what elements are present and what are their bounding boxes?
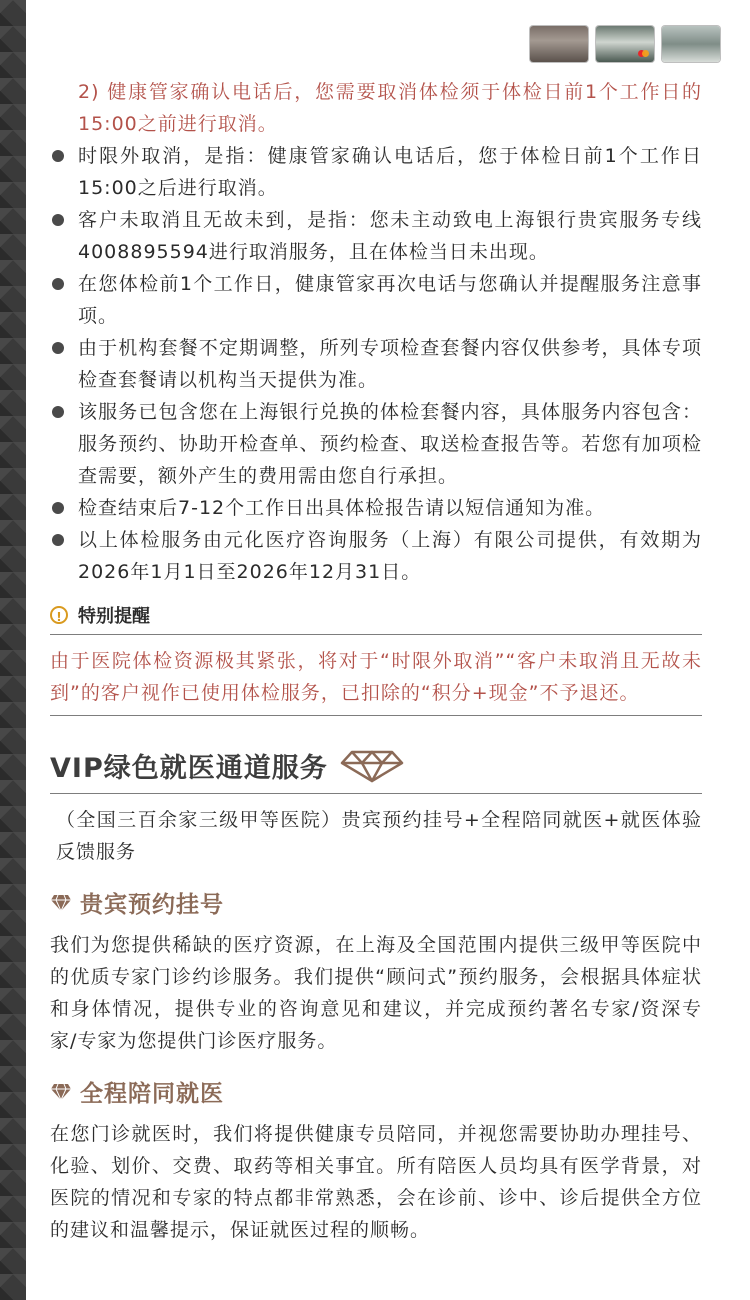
vip-subtitle: （全国三百余家三级甲等医院）贵宾预约挂号+全程陪同就医+就医体验反馈服务 bbox=[56, 809, 702, 863]
list-item: 由于机构套餐不定期调整，所列专项检查套餐内容仅供参考，具体专项检查套餐请以机构当天提供为准。 bbox=[50, 332, 702, 396]
bullet-icon bbox=[52, 502, 64, 514]
exclamation-icon: ! bbox=[50, 606, 68, 624]
section-heading-appointment: 贵宾预约挂号 bbox=[50, 886, 702, 919]
bullet-icon bbox=[52, 406, 64, 418]
gem-icon bbox=[50, 1083, 72, 1101]
list-item: 检查结束后7-12个工作日出具体检报告请以短信通知为准。 bbox=[50, 492, 702, 524]
card-images bbox=[530, 26, 720, 62]
bullet-icon bbox=[52, 150, 64, 162]
bullet-icon bbox=[52, 534, 64, 546]
bullet-icon bbox=[52, 342, 64, 354]
vip-section-title: VIP绿色就医通道服务 bbox=[50, 746, 702, 794]
main-content bbox=[50, 76, 702, 1246]
bank-card-image bbox=[596, 26, 654, 62]
bullet-icon bbox=[52, 214, 64, 226]
bullet-icon bbox=[52, 278, 64, 290]
bullet-list bbox=[50, 140, 702, 588]
cancel-rule-text: 2) 健康管家确认电话后，您需要取消体检须于体检日前1个工作日的15:00之前进行取消。 bbox=[78, 81, 702, 135]
bank-card-image bbox=[530, 26, 588, 62]
gem-icon bbox=[50, 894, 72, 912]
appointment-text: 我们为您提供稀缺的医疗资源，在上海及全国范围内提供三级甲等医院中的优质专家门诊约诊服务。我们提供“顾问式”预约服务，会根据具体症状和身体情况，提供专业的咨询意见和建议，并完成预约著名专家/资深专家/专家为您提供门诊医疗服务。 bbox=[50, 934, 702, 1052]
list-item: 该服务已包含您在上海银行兑换的体检套餐内容，具体服务内容包含：服务预约、协助开检查单、预约检查、取送检查报告等。若您有加项检查需要，额外产生的费用需由您自行承担。 bbox=[50, 396, 702, 492]
list-item: 客户未取消且无故未到，是指：您未主动致电上海银行贵宾服务专线4008895594进行取消服务，且在体检当日未出现。 bbox=[50, 204, 702, 268]
diamond-icon bbox=[340, 749, 404, 783]
decorative-side-strip bbox=[0, 0, 26, 1300]
mastercard-logo-icon bbox=[638, 50, 648, 57]
escort-text: 在您门诊就医时，我们将提供健康专员陪同，并视您需要协助办理挂号、化验、划价、交费、取药等相关事宜。所有陪医人员均具有医学背景，对医院的情况和专家的特点都非常熟悉，会在诊前、诊中、诊后提供全方位的建议和温馨提示，保证就医过程的顺畅。 bbox=[50, 1123, 702, 1241]
section-heading-escort: 全程陪同就医 bbox=[50, 1075, 702, 1108]
list-item: 在您体检前1个工作日，健康管家再次电话与您确认并提醒服务注意事项。 bbox=[50, 268, 702, 332]
bank-card-image bbox=[662, 26, 720, 62]
list-item: 以上体检服务由元化医疗咨询服务（上海）有限公司提供，有效期为2026年1月1日至2026年12月31日。 bbox=[50, 524, 702, 588]
notice-text: 由于医院体检资源极其紧张，将对于“时限外取消”“客户未取消且无故未到”的客户视作已使用体检服务，已扣除的“积分+现金”不予退还。 bbox=[50, 645, 702, 716]
notice-heading: ! 特别提醒 bbox=[50, 602, 702, 635]
list-item: 时限外取消，是指：健康管家确认电话后，您于体检日前1个工作日15:00之后进行取消。 bbox=[50, 140, 702, 204]
